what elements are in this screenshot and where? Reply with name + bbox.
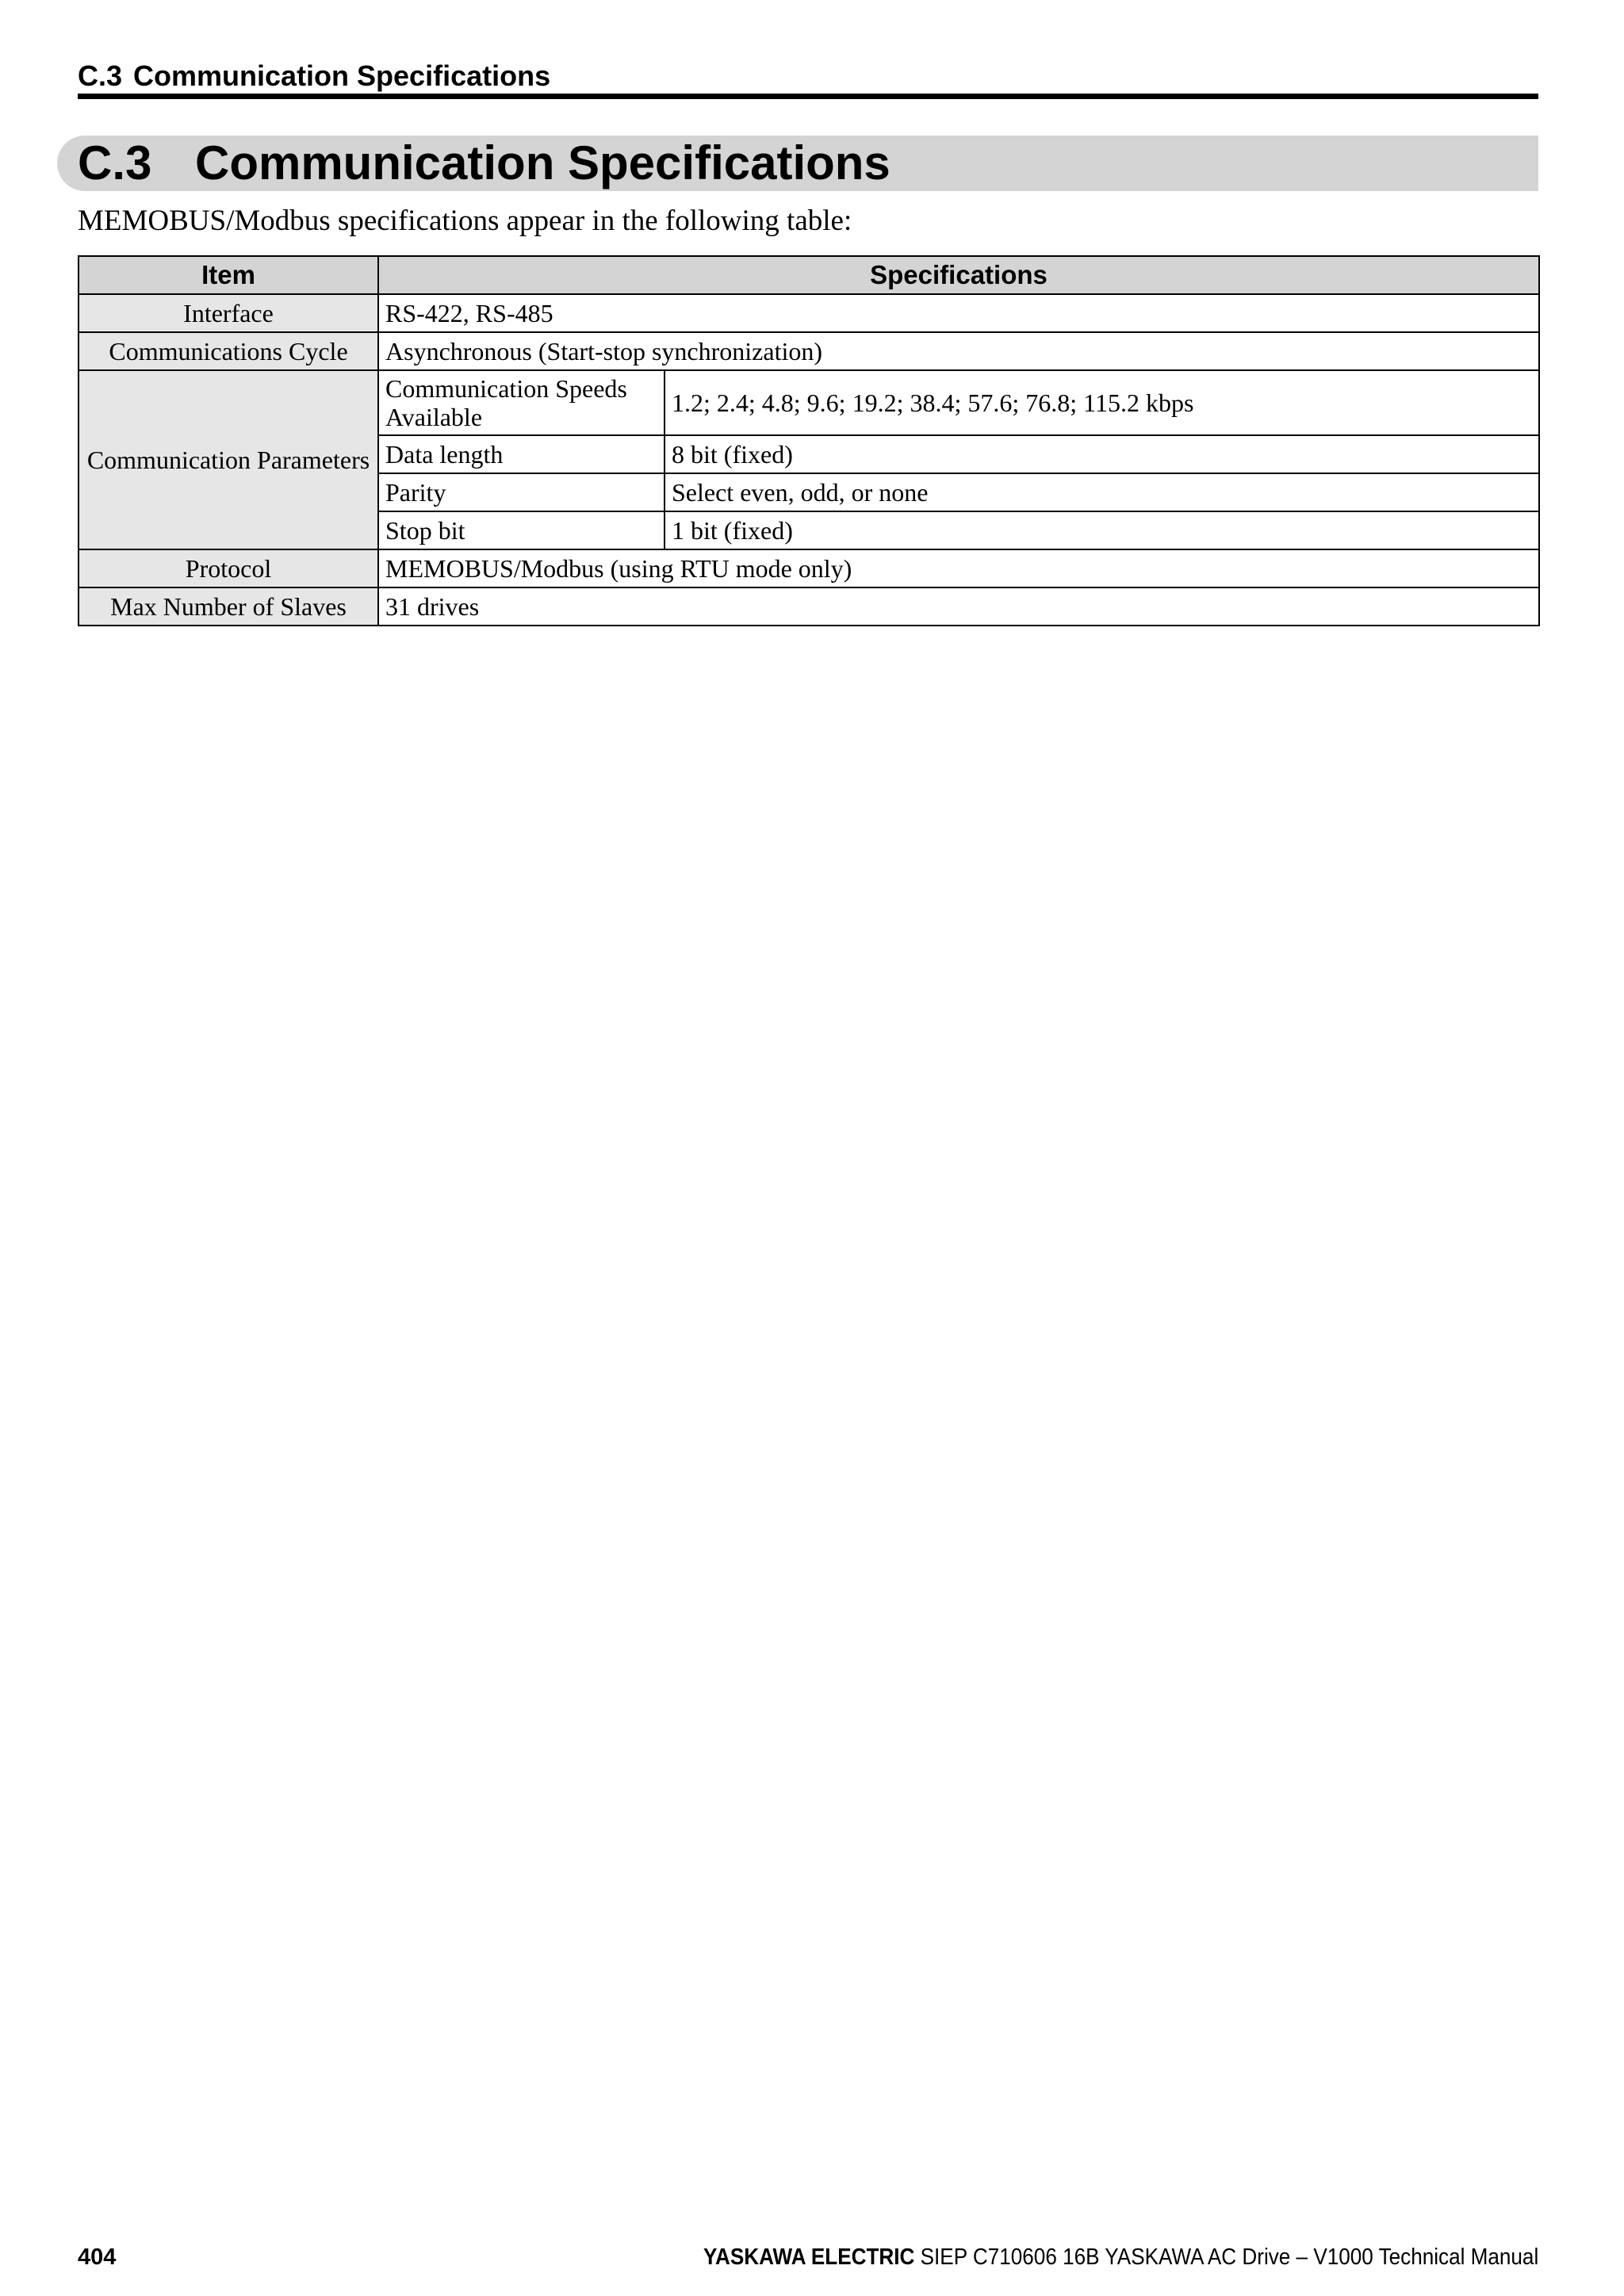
header-specifications: Specifications [378, 256, 1539, 294]
running-head-number: C.3 [78, 59, 123, 92]
param-name: Data length [378, 435, 665, 473]
row-value-interface: RS-422, RS-485 [378, 294, 1539, 332]
section-title-text: Communication Specifications [195, 136, 891, 189]
row-item-cycle: Communications Cycle [79, 332, 378, 370]
param-value: 1.2; 2.4; 4.8; 9.6; 19.2; 38.4; 57.6; 76.8; 115.2 kbps [665, 370, 1539, 435]
row-item-slaves: Max Number of Slaves [79, 587, 378, 626]
intro-paragraph: MEMOBUS/Modbus specifications appear in the following table: [78, 205, 852, 237]
specifications-table [78, 255, 1540, 626]
param-name: Communication Speeds Available [378, 370, 665, 435]
header-rule [78, 94, 1538, 99]
param-name: Stop bit [378, 511, 665, 549]
table-row [79, 549, 1539, 587]
running-head [78, 59, 550, 94]
table-row [79, 294, 1539, 332]
page-number: 404 [78, 2244, 117, 2270]
row-item-interface: Interface [79, 294, 378, 332]
section-title [78, 133, 891, 193]
header-item: Item [79, 256, 378, 294]
param-value: Select even, odd, or none [665, 473, 1539, 511]
param-value: 8 bit (fixed) [665, 435, 1539, 473]
table-header-row [79, 256, 1539, 294]
row-value-cycle: Asynchronous (Start-stop synchronization) [378, 332, 1539, 370]
param-value: 1 bit (fixed) [665, 511, 1539, 549]
footer-brand: YASKAWA ELECTRIC [703, 2244, 915, 2270]
section-number: C.3 [78, 136, 152, 189]
row-value-slaves: 31 drives [378, 587, 1539, 626]
table-row [79, 332, 1539, 370]
footer-text [703, 2243, 1538, 2271]
footer-doc: SIEP C710606 16B YASKAWA AC Drive – V1000 Technical Manual [920, 2244, 1538, 2270]
row-item-protocol: Protocol [79, 549, 378, 587]
running-head-title: Communication Specifications [133, 59, 551, 92]
row-value-protocol: MEMOBUS/Modbus (using RTU mode only) [378, 549, 1539, 587]
table-row [79, 370, 1539, 435]
row-item-parameters: Communication Parameters [79, 370, 378, 549]
param-name: Parity [378, 473, 665, 511]
table-row [79, 587, 1539, 626]
